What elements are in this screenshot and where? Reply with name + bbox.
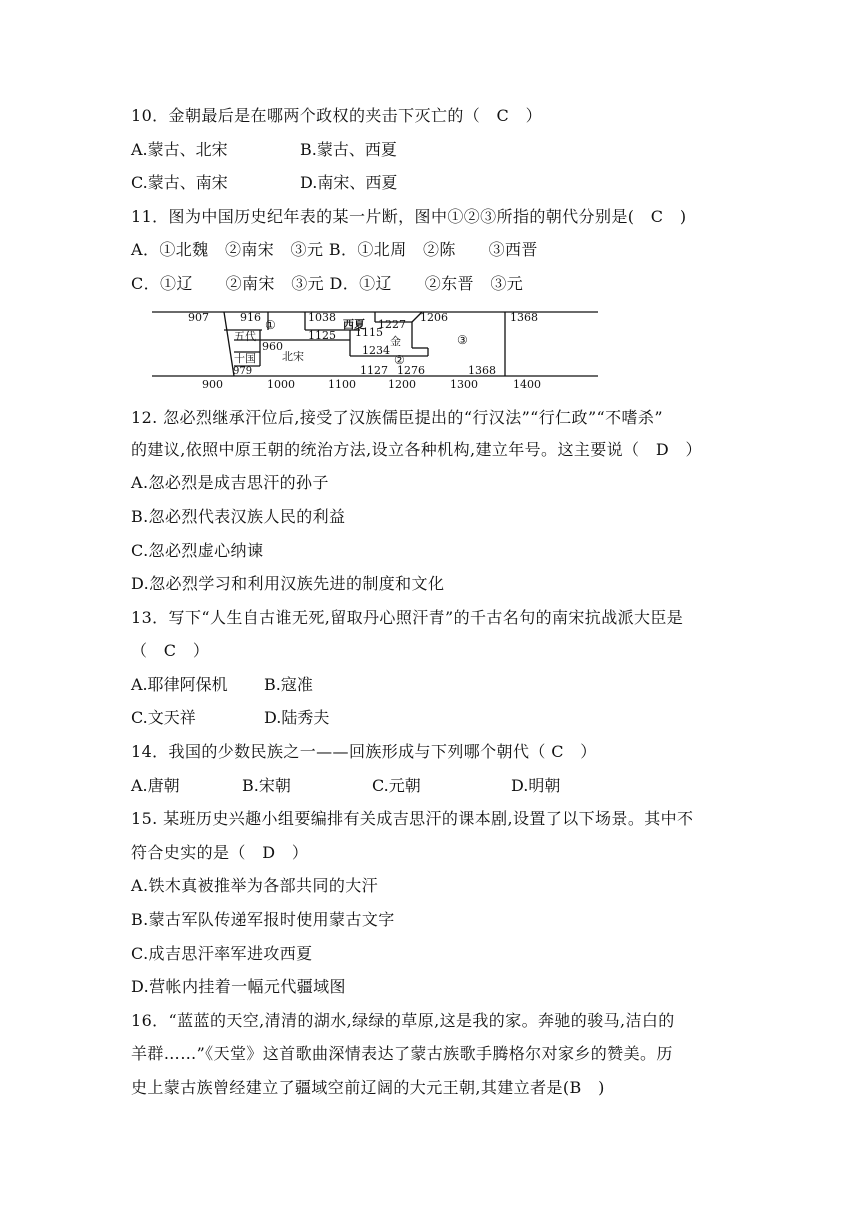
question-16-stem-line-2: 羊群……”《天堂》这首歌曲深情表达了蒙古族歌手腾格尔对家乡的赞美。历 — [131, 1044, 673, 1063]
q10-option-c: C.蒙古、南宋 — [131, 173, 228, 192]
q13-option-b: B.寇准 — [264, 675, 313, 694]
tl-year-1038: 1038 — [308, 311, 336, 324]
tl-label-beisong: 北宋 — [282, 350, 304, 363]
tl-year-1127: 1127 — [360, 364, 388, 377]
tl-year-1368-bottom: 1368 — [468, 364, 496, 377]
question-10-stem: 10．金朝最后是在哪两个政权的夹击下灭亡的（ C ） — [131, 106, 543, 125]
tl-year-979: 979 — [233, 366, 253, 377]
tl-axis-1400: 1400 — [513, 378, 541, 390]
q10-option-b: B.蒙古、西夏 — [300, 140, 397, 159]
question-16-stem-line-3: 史上蒙古族曾经建立了疆域空前辽阔的大元王朝,其建立者是(B ) — [131, 1078, 605, 1097]
q15-option-b: B.蒙古军队传递军报时使用蒙古文字 — [131, 910, 395, 929]
question-14-stem: 14．我国的少数民族之一——回族形成与下列哪个朝代（ C ） — [131, 742, 597, 761]
tl-year-1276: 1276 — [397, 364, 425, 377]
question-15-stem-line-1: 15. 某班历史兴趣小组要编排有关成吉思汗的课本剧,设置了以下场景。其中不 — [131, 809, 694, 828]
q12-option-b: B.忽必烈代表汉族人民的利益 — [131, 507, 346, 526]
tl-year-960: 960 — [262, 340, 283, 353]
tl-year-916: 916 — [240, 311, 261, 324]
q14-option-b: B.宋朝 — [242, 776, 291, 795]
q13-option-d: D.陆秀夫 — [264, 708, 330, 727]
chronology-timeline-figure — [150, 308, 600, 390]
tl-label-shiguo: 十国 — [234, 352, 256, 365]
tl-label-2: ② — [394, 353, 405, 367]
tl-label-1: ① — [265, 318, 276, 332]
q15-option-c: C.成吉思汗率军进攻西夏 — [131, 944, 313, 963]
question-13-stem-line-1: 13．写下“人生自古谁无死,留取丹心照汗青”的千古名句的南宋抗战派大臣是 — [131, 608, 684, 627]
tl-year-907: 907 — [188, 311, 209, 324]
q14-option-d: D.明朝 — [511, 776, 561, 795]
tl-axis-1200: 1200 — [388, 378, 416, 390]
tl-axis-900: 900 — [202, 378, 223, 390]
timeline-svg — [150, 308, 600, 390]
tl-year-1227: 1227 — [378, 318, 406, 331]
tl-label-wudai-1: 五代 — [234, 330, 256, 343]
q15-option-a: A.铁木真被推举为各部共同的大汗 — [131, 876, 379, 895]
tl-axis-1000: 1000 — [267, 378, 295, 390]
q10-option-d: D.南宋、西夏 — [300, 173, 398, 192]
question-13-stem-line-2: （ C ） — [131, 641, 210, 660]
tl-year-1368-top: 1368 — [510, 311, 538, 324]
tl-label-jin: 金 — [390, 335, 401, 348]
tl-year-1206: 1206 — [420, 311, 448, 324]
q11-options-row-1: A．①北魏 ②南宋 ③元 B．①北周 ②陈 ③西晋 — [131, 240, 538, 259]
question-11-stem: 11．图为中国历史纪年表的某一片断，图中①②③所指的朝代分别是( C ) — [131, 207, 687, 226]
q14-option-a: A.唐朝 — [131, 776, 180, 795]
q13-option-a: A.耶律阿保机 — [131, 675, 228, 694]
tl-axis-1100: 1100 — [328, 378, 356, 390]
tl-year-1234: 1234 — [362, 344, 390, 357]
question-12-stem-line-1: 12. 忽必烈继承汗位后,接受了汉族儒臣提出的“行汉法”“行仁政”“不嗜杀” — [131, 408, 663, 427]
q13-option-c: C.文天祥 — [131, 708, 196, 727]
tl-year-1125: 1125 — [308, 329, 336, 342]
question-16-stem-line-1: 16．“蓝蓝的天空,清清的湖水,绿绿的草原,这是我的家。奔驰的骏马,洁白的 — [131, 1011, 675, 1030]
q12-option-c: C.忽必烈虚心纳谏 — [131, 541, 264, 560]
question-12-stem-line-2: 的建议,依照中原王朝的统治方法,设立各种机构,建立年号。这主要说（ D ） — [131, 440, 702, 459]
q12-option-d: D.忽必烈学习和利用汉族先进的制度和文化 — [131, 574, 445, 593]
q14-option-c: C.元朝 — [372, 776, 421, 795]
q15-option-d: D.营帐内挂着一幅元代疆域图 — [131, 977, 346, 996]
tl-year-1115: 1115 — [355, 326, 383, 339]
q10-option-a: A.蒙古、北宋 — [131, 140, 228, 159]
q12-option-a: A.忽必烈是成吉思汗的孙子 — [131, 473, 329, 492]
tl-axis-1300: 1300 — [450, 378, 478, 390]
question-15-stem-line-2: 符合史实的是（ D ） — [131, 843, 309, 862]
q11-options-row-2: C．①辽 ②南宋 ③元 D．①辽 ②东晋 ③元 — [131, 274, 524, 293]
tl-label-xixia: 西夏 — [343, 318, 365, 331]
tl-label-3: ③ — [457, 333, 468, 347]
